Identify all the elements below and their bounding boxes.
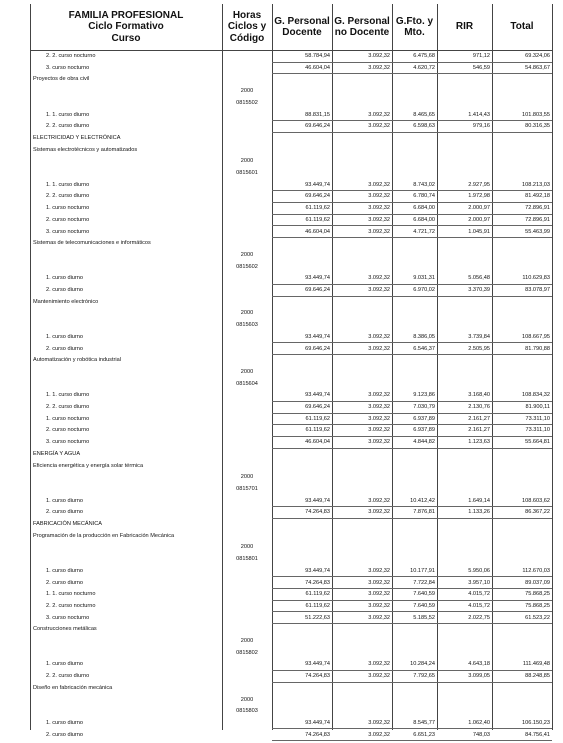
horas-codigo-cell: 2000 — [240, 158, 254, 165]
row-label: Sistemas electrotécnicos y automatizados — [33, 146, 138, 153]
personal-docente-cell: 74.264,83 — [305, 509, 330, 516]
personal-docente-cell: 46.604,04 — [305, 228, 330, 235]
row-underline — [272, 284, 552, 285]
row-underline — [272, 611, 552, 612]
personal-no-docente-cell: 3.092,32 — [368, 181, 390, 188]
table-row — [30, 158, 552, 169]
table-row — [30, 638, 552, 649]
row-label: 1. curso diurno — [46, 567, 84, 574]
rir-cell: 2.022,75 — [468, 614, 490, 621]
total-cell: 72.896,91 — [525, 205, 550, 212]
table-row — [30, 170, 552, 181]
horas-codigo-cell: 2000 — [240, 544, 254, 551]
table-row — [30, 451, 552, 462]
total-cell: 83.078,97 — [525, 287, 550, 293]
horas-codigo-cell: 2000 — [240, 696, 254, 703]
table-row — [30, 135, 552, 146]
horas-codigo-cell: 2000 — [240, 310, 254, 317]
fto-mto-cell: 6.684,00 — [413, 205, 435, 212]
personal-no-docente-cell: 3.092,32 — [368, 427, 390, 434]
rir-cell: 5.950,06 — [468, 567, 490, 574]
total-cell: 54.863,67 — [525, 64, 550, 71]
personal-no-docente-cell: 3.092,32 — [368, 111, 390, 118]
table-row — [30, 697, 552, 708]
row-label: Mantenimiento electrónico — [33, 298, 99, 305]
row-underline — [272, 132, 552, 133]
column-rule — [552, 4, 553, 730]
rir-cell: 4.015,72 — [468, 602, 490, 609]
row-label: 2. curso diurno — [46, 509, 84, 516]
table-row — [30, 708, 552, 719]
horas-codigo-cell: 2000 — [240, 638, 254, 644]
personal-no-docente-cell: 3.092,32 — [368, 193, 390, 200]
personal-docente-cell: 93.449,74 — [305, 392, 330, 399]
fto-mto-cell: 4.620,72 — [413, 64, 435, 71]
row-label: ENERGÍA Y AGUA — [33, 450, 81, 457]
fto-mto-cell: 10.412,42 — [410, 497, 435, 504]
row-label: 3. curso nocturno — [46, 614, 90, 621]
total-cell: 75.868,25 — [525, 602, 550, 609]
horas-codigo-cell: 2000 — [240, 88, 254, 95]
header-personal-docente: G. Personal Docente — [272, 4, 332, 51]
fto-mto-cell: 8.743,02 — [413, 181, 435, 188]
table-row — [30, 626, 552, 637]
personal-docente-cell: 51.222,63 — [305, 614, 330, 621]
personal-docente-cell: 93.449,74 — [305, 719, 330, 726]
table-row — [30, 100, 552, 111]
total-cell: 55.463,99 — [525, 228, 550, 235]
table-row — [30, 88, 552, 99]
fto-mto-cell: 6.475,68 — [413, 53, 435, 59]
row-label: 1. 1. curso diurno — [46, 111, 90, 118]
personal-no-docente-cell: 3.092,32 — [368, 719, 390, 726]
row-underline — [272, 588, 552, 589]
row-label: 2. curso diurno — [46, 579, 84, 586]
row-label: 1. curso nocturno — [46, 415, 90, 422]
personal-docente-cell: 74.264,83 — [305, 579, 330, 586]
row-label: 1. curso diurno — [46, 275, 84, 282]
fto-mto-cell: 7.792,65 — [413, 673, 435, 680]
personal-no-docente-cell: 3.092,32 — [368, 415, 390, 422]
total-cell: 110.629,83 — [522, 275, 550, 282]
table-row — [30, 650, 552, 661]
total-cell: 89.037,09 — [525, 579, 550, 586]
personal-docente-cell: 46.604,04 — [305, 64, 330, 71]
row-label: 1. curso diurno — [46, 719, 84, 726]
personal-docente-cell: 93.449,74 — [305, 275, 330, 282]
horas-codigo-cell: 2000 — [240, 474, 254, 481]
table-row — [30, 252, 552, 263]
row-label: 2. 2. curso diurno — [46, 673, 90, 680]
total-cell: 84.756,41 — [525, 731, 550, 738]
personal-docente-cell: 93.449,74 — [305, 497, 330, 504]
budget-table — [30, 4, 552, 738]
fto-mto-cell: 5.185,52 — [413, 614, 435, 621]
total-cell: 108.834,32 — [522, 392, 550, 399]
personal-docente-cell: 61.119,62 — [305, 427, 330, 434]
rir-cell: 1.045,91 — [468, 228, 490, 235]
personal-docente-cell: 61.119,62 — [305, 602, 330, 609]
row-underline — [272, 413, 552, 414]
rir-cell: 979,16 — [472, 123, 490, 130]
personal-docente-cell: 69.646,24 — [305, 193, 330, 200]
personal-no-docente-cell: 3.092,32 — [368, 509, 390, 516]
rir-cell: 546,59 — [472, 64, 490, 71]
rir-cell: 2.130,76 — [468, 404, 490, 410]
personal-docente-cell: 93.449,74 — [305, 181, 330, 188]
fto-mto-cell: 7.876,81 — [413, 509, 435, 516]
row-label: 2. curso diurno — [46, 345, 84, 352]
personal-no-docente-cell: 3.092,32 — [368, 591, 390, 598]
fto-mto-cell: 10.284,24 — [410, 661, 435, 668]
personal-no-docente-cell: 3.092,32 — [368, 53, 390, 59]
fto-mto-cell: 4.844,82 — [413, 439, 435, 446]
fto-mto-cell: 9.123,86 — [413, 392, 435, 399]
fto-mto-cell: 6.970,02 — [413, 287, 435, 293]
horas-codigo-cell: 0815801 — [236, 556, 258, 563]
row-label: 2. curso nocturno — [46, 427, 90, 434]
table-row — [30, 533, 552, 544]
header-rir: RIR — [437, 4, 492, 51]
total-cell: 55.664,81 — [525, 439, 550, 446]
rir-cell: 1.414,43 — [468, 111, 490, 118]
personal-docente-cell: 61.119,62 — [305, 591, 330, 598]
row-label: 3. curso nocturno — [46, 64, 90, 71]
fto-mto-cell: 6.546,37 — [413, 345, 435, 352]
row-underline — [272, 202, 552, 203]
horas-codigo-cell: 0815604 — [236, 380, 258, 387]
row-underline — [272, 62, 552, 63]
rir-cell: 4.015,72 — [468, 591, 490, 598]
personal-docente-cell: 61.119,62 — [305, 415, 330, 422]
table-row — [30, 264, 552, 275]
personal-docente-cell: 61.119,62 — [305, 216, 330, 223]
row-underline — [272, 740, 552, 741]
horas-codigo-cell: 2000 — [240, 368, 254, 375]
row-label: 1. 1. curso diurno — [46, 392, 90, 399]
row-label: 2. curso diurno — [46, 287, 84, 293]
header-personal-no-docente: G. Personal no Docente — [332, 4, 392, 51]
table-row — [30, 474, 552, 485]
rir-cell: 2.505,95 — [468, 345, 490, 352]
personal-docente-cell: 69.646,24 — [305, 345, 330, 352]
row-label: Programación de la producción en Fabricación Mecánica — [33, 532, 175, 539]
total-cell: 81.790,88 — [525, 345, 550, 352]
row-label: 1. curso diurno — [46, 333, 84, 340]
row-underline — [272, 682, 552, 683]
rir-cell: 2.000,97 — [468, 205, 490, 212]
row-underline — [272, 342, 552, 343]
row-label: 1. curso diurno — [46, 497, 84, 504]
total-cell: 81.492,18 — [525, 193, 550, 200]
personal-docente-cell: 46.604,04 — [305, 439, 330, 446]
total-cell: 112.670,03 — [522, 567, 550, 574]
row-underline — [272, 296, 552, 297]
personal-no-docente-cell: 3.092,32 — [368, 275, 390, 282]
table-row — [30, 147, 552, 158]
personal-no-docente-cell: 3.092,32 — [368, 731, 390, 738]
horas-codigo-cell: 0815802 — [236, 649, 258, 656]
row-label: 2. curso nocturno — [46, 216, 90, 223]
personal-no-docente-cell: 3.092,32 — [368, 602, 390, 609]
header-fto-mto: G.Fto. y Mto. — [392, 4, 437, 51]
rir-cell: 3.739,84 — [468, 333, 490, 340]
row-underline — [272, 436, 552, 437]
row-label: 1. curso diurno — [46, 661, 84, 668]
personal-docente-cell: 74.264,83 — [305, 731, 330, 738]
row-underline — [272, 354, 552, 355]
total-cell: 106.150,23 — [522, 719, 550, 726]
personal-no-docente-cell: 3.092,32 — [368, 661, 390, 668]
table-row — [30, 299, 552, 310]
rir-cell: 3.957,10 — [468, 579, 490, 586]
personal-no-docente-cell: 3.092,32 — [368, 392, 390, 399]
row-label: Automatización y robótica industrial — [33, 357, 121, 364]
rir-cell: 1.062,40 — [468, 719, 490, 726]
table-row — [30, 463, 552, 474]
total-cell: 108.667,95 — [522, 333, 550, 340]
row-underline — [272, 518, 552, 519]
header-ciclo-title: Ciclo Formativo — [88, 21, 164, 33]
row-label: 2. curso diurno — [46, 731, 84, 738]
personal-no-docente-cell: 3.092,32 — [368, 205, 390, 212]
row-label: 2. 2. curso diurno — [46, 123, 90, 130]
table-row — [30, 240, 552, 251]
horas-codigo-cell: 0815601 — [236, 170, 258, 176]
rir-cell: 3.099,05 — [468, 673, 490, 680]
fto-mto-cell: 10.177,91 — [410, 567, 435, 574]
personal-docente-cell: 93.449,74 — [305, 333, 330, 340]
fto-mto-cell: 7.640,59 — [413, 602, 435, 609]
row-label: 2. 2. curso nocturno — [46, 53, 96, 59]
personal-no-docente-cell: 3.092,32 — [368, 673, 390, 680]
fto-mto-cell: 6.937,89 — [413, 415, 435, 422]
row-underline — [272, 506, 552, 507]
row-underline — [272, 623, 552, 624]
personal-no-docente-cell: 3.092,32 — [368, 439, 390, 446]
rir-cell: 2.927,95 — [468, 181, 490, 188]
personal-no-docente-cell: 3.092,32 — [368, 579, 390, 586]
personal-docente-cell: 74.264,83 — [305, 673, 330, 680]
table-row — [30, 369, 552, 380]
total-cell: 86.367,22 — [525, 509, 550, 516]
total-cell: 72.896,91 — [525, 216, 550, 223]
personal-no-docente-cell: 3.092,32 — [368, 228, 390, 235]
row-underline — [272, 237, 552, 238]
personal-docente-cell: 69.646,24 — [305, 123, 330, 130]
personal-no-docente-cell: 3.092,32 — [368, 614, 390, 621]
personal-docente-cell: 61.119,62 — [305, 205, 330, 212]
personal-docente-cell: 88.831,15 — [305, 111, 330, 118]
personal-no-docente-cell: 3.092,32 — [368, 333, 390, 340]
fto-mto-cell: 7.640,59 — [413, 591, 435, 598]
row-label: Eficiencia energética y energía solar térmica — [33, 462, 144, 469]
personal-no-docente-cell: 3.092,32 — [368, 567, 390, 574]
header-familia-title: FAMILIA PROFESIONAL — [68, 9, 184, 21]
rir-cell: 5.056,48 — [468, 275, 490, 282]
row-underline — [272, 576, 552, 577]
rir-cell: 971,12 — [472, 53, 490, 59]
table-row — [30, 310, 552, 321]
row-underline — [272, 190, 552, 191]
total-cell: 80.316,35 — [525, 123, 550, 130]
total-cell: 101.803,55 — [522, 111, 550, 118]
header-horas: Horas Ciclos y Código — [222, 4, 272, 51]
header-total: Total — [492, 4, 552, 51]
table-row — [30, 381, 552, 392]
horas-codigo-cell: 0815701 — [236, 485, 258, 492]
fto-mto-cell: 6.598,63 — [413, 123, 435, 130]
personal-docente-cell: 69.646,24 — [305, 287, 330, 293]
personal-no-docente-cell: 3.092,32 — [368, 497, 390, 504]
fto-mto-cell: 8.465,65 — [413, 111, 435, 118]
row-underline — [272, 214, 552, 215]
rir-cell: 2.161,27 — [468, 415, 490, 422]
fto-mto-cell: 7.722,84 — [413, 579, 435, 586]
personal-no-docente-cell: 3.092,32 — [368, 64, 390, 71]
table-row — [30, 76, 552, 87]
row-label: 2. 2. curso nocturno — [46, 602, 96, 609]
row-underline — [272, 120, 552, 121]
rir-cell: 1.123,63 — [468, 439, 490, 446]
total-cell: 73.311,10 — [525, 415, 550, 422]
personal-no-docente-cell: 3.092,32 — [368, 287, 390, 293]
header-familia — [30, 4, 222, 51]
fto-mto-cell: 7.030,79 — [413, 404, 435, 410]
row-label: 3. curso nocturno — [46, 439, 90, 446]
rir-cell: 2.000,97 — [468, 216, 490, 223]
rir-cell: 2.161,27 — [468, 427, 490, 434]
personal-no-docente-cell: 3.092,32 — [368, 404, 390, 410]
fto-mto-cell: 8.386,05 — [413, 333, 435, 340]
row-label: 1. 1. curso diurno — [46, 181, 90, 188]
total-cell: 61.523,22 — [525, 614, 550, 621]
row-underline — [272, 225, 552, 226]
table-row — [30, 556, 552, 567]
personal-no-docente-cell: 3.092,32 — [368, 345, 390, 352]
total-cell: 75.868,25 — [525, 591, 550, 598]
personal-docente-cell: 58.784,94 — [305, 53, 330, 59]
horas-codigo-cell: 0815603 — [236, 322, 258, 329]
rir-cell: 1.972,98 — [468, 193, 490, 200]
personal-no-docente-cell: 3.092,32 — [368, 216, 390, 223]
row-label: 2. 2. curso diurno — [46, 193, 90, 200]
row-label: 3. curso nocturno — [46, 228, 90, 235]
rir-cell: 748,03 — [472, 731, 490, 738]
fto-mto-cell: 8.545,77 — [413, 719, 435, 726]
row-label: 2. 2. curso diurno — [46, 404, 90, 410]
row-label: Construcciones metálicas — [33, 626, 97, 633]
personal-docente-cell: 93.449,74 — [305, 567, 330, 574]
personal-no-docente-cell: 3.092,32 — [368, 123, 390, 130]
total-cell: 73.311,10 — [525, 427, 550, 434]
row-label: Sistemas de telecomunicaciones e informáticos — [33, 240, 151, 247]
total-cell: 108.213,03 — [522, 181, 550, 188]
row-underline — [272, 424, 552, 425]
table-row — [30, 685, 552, 696]
table-row — [30, 357, 552, 368]
horas-codigo-cell: 0815803 — [236, 708, 258, 715]
total-cell: 88.248,85 — [525, 673, 550, 680]
fto-mto-cell: 6.651,23 — [413, 731, 435, 738]
header-curso-title: Curso — [111, 32, 141, 44]
row-underline — [272, 448, 552, 449]
row-underline — [272, 670, 552, 671]
table-row — [30, 322, 552, 333]
total-cell: 81.900,11 — [525, 404, 550, 410]
fto-mto-cell: 6.780,74 — [413, 193, 435, 200]
row-label: ELECTRICIDAD Y ELECTRÓNICA — [33, 134, 121, 141]
row-underline — [272, 401, 552, 402]
horas-codigo-cell: 2000 — [240, 251, 254, 258]
fto-mto-cell: 4.721,72 — [413, 228, 435, 235]
table-row — [30, 544, 552, 555]
row-label: 1. curso nocturno — [46, 205, 90, 212]
personal-docente-cell: 93.449,74 — [305, 661, 330, 668]
horas-codigo-cell: 0815602 — [236, 263, 258, 270]
total-cell: 108.603,62 — [522, 497, 550, 504]
row-label: FABRICACIÓN MECÁNICA — [33, 521, 102, 527]
fto-mto-cell: 6.684,00 — [413, 216, 435, 223]
total-cell: 69.324,06 — [525, 53, 550, 59]
horas-codigo-cell: 0815502 — [236, 99, 258, 106]
row-underline — [272, 728, 552, 729]
personal-docente-cell: 69.646,24 — [305, 404, 330, 410]
row-underline — [272, 600, 552, 601]
rir-cell: 4.643,18 — [468, 661, 490, 668]
total-cell: 111.469,48 — [522, 661, 550, 668]
rir-cell: 3.370,39 — [468, 287, 490, 293]
table-row — [30, 521, 552, 532]
row-underline — [272, 73, 552, 74]
row-label: 1. 1. curso nocturno — [46, 591, 96, 598]
rir-cell: 3.168,40 — [468, 392, 490, 399]
row-label: Proyectos de obra civil — [33, 76, 90, 83]
fto-mto-cell: 9.031,31 — [413, 275, 435, 282]
rir-cell: 1.133,26 — [468, 509, 490, 516]
table-row — [30, 486, 552, 497]
rir-cell: 1.649,14 — [468, 497, 490, 504]
row-label: Diseño en fabricación mecánica — [33, 684, 113, 691]
fto-mto-cell: 6.937,89 — [413, 427, 435, 434]
